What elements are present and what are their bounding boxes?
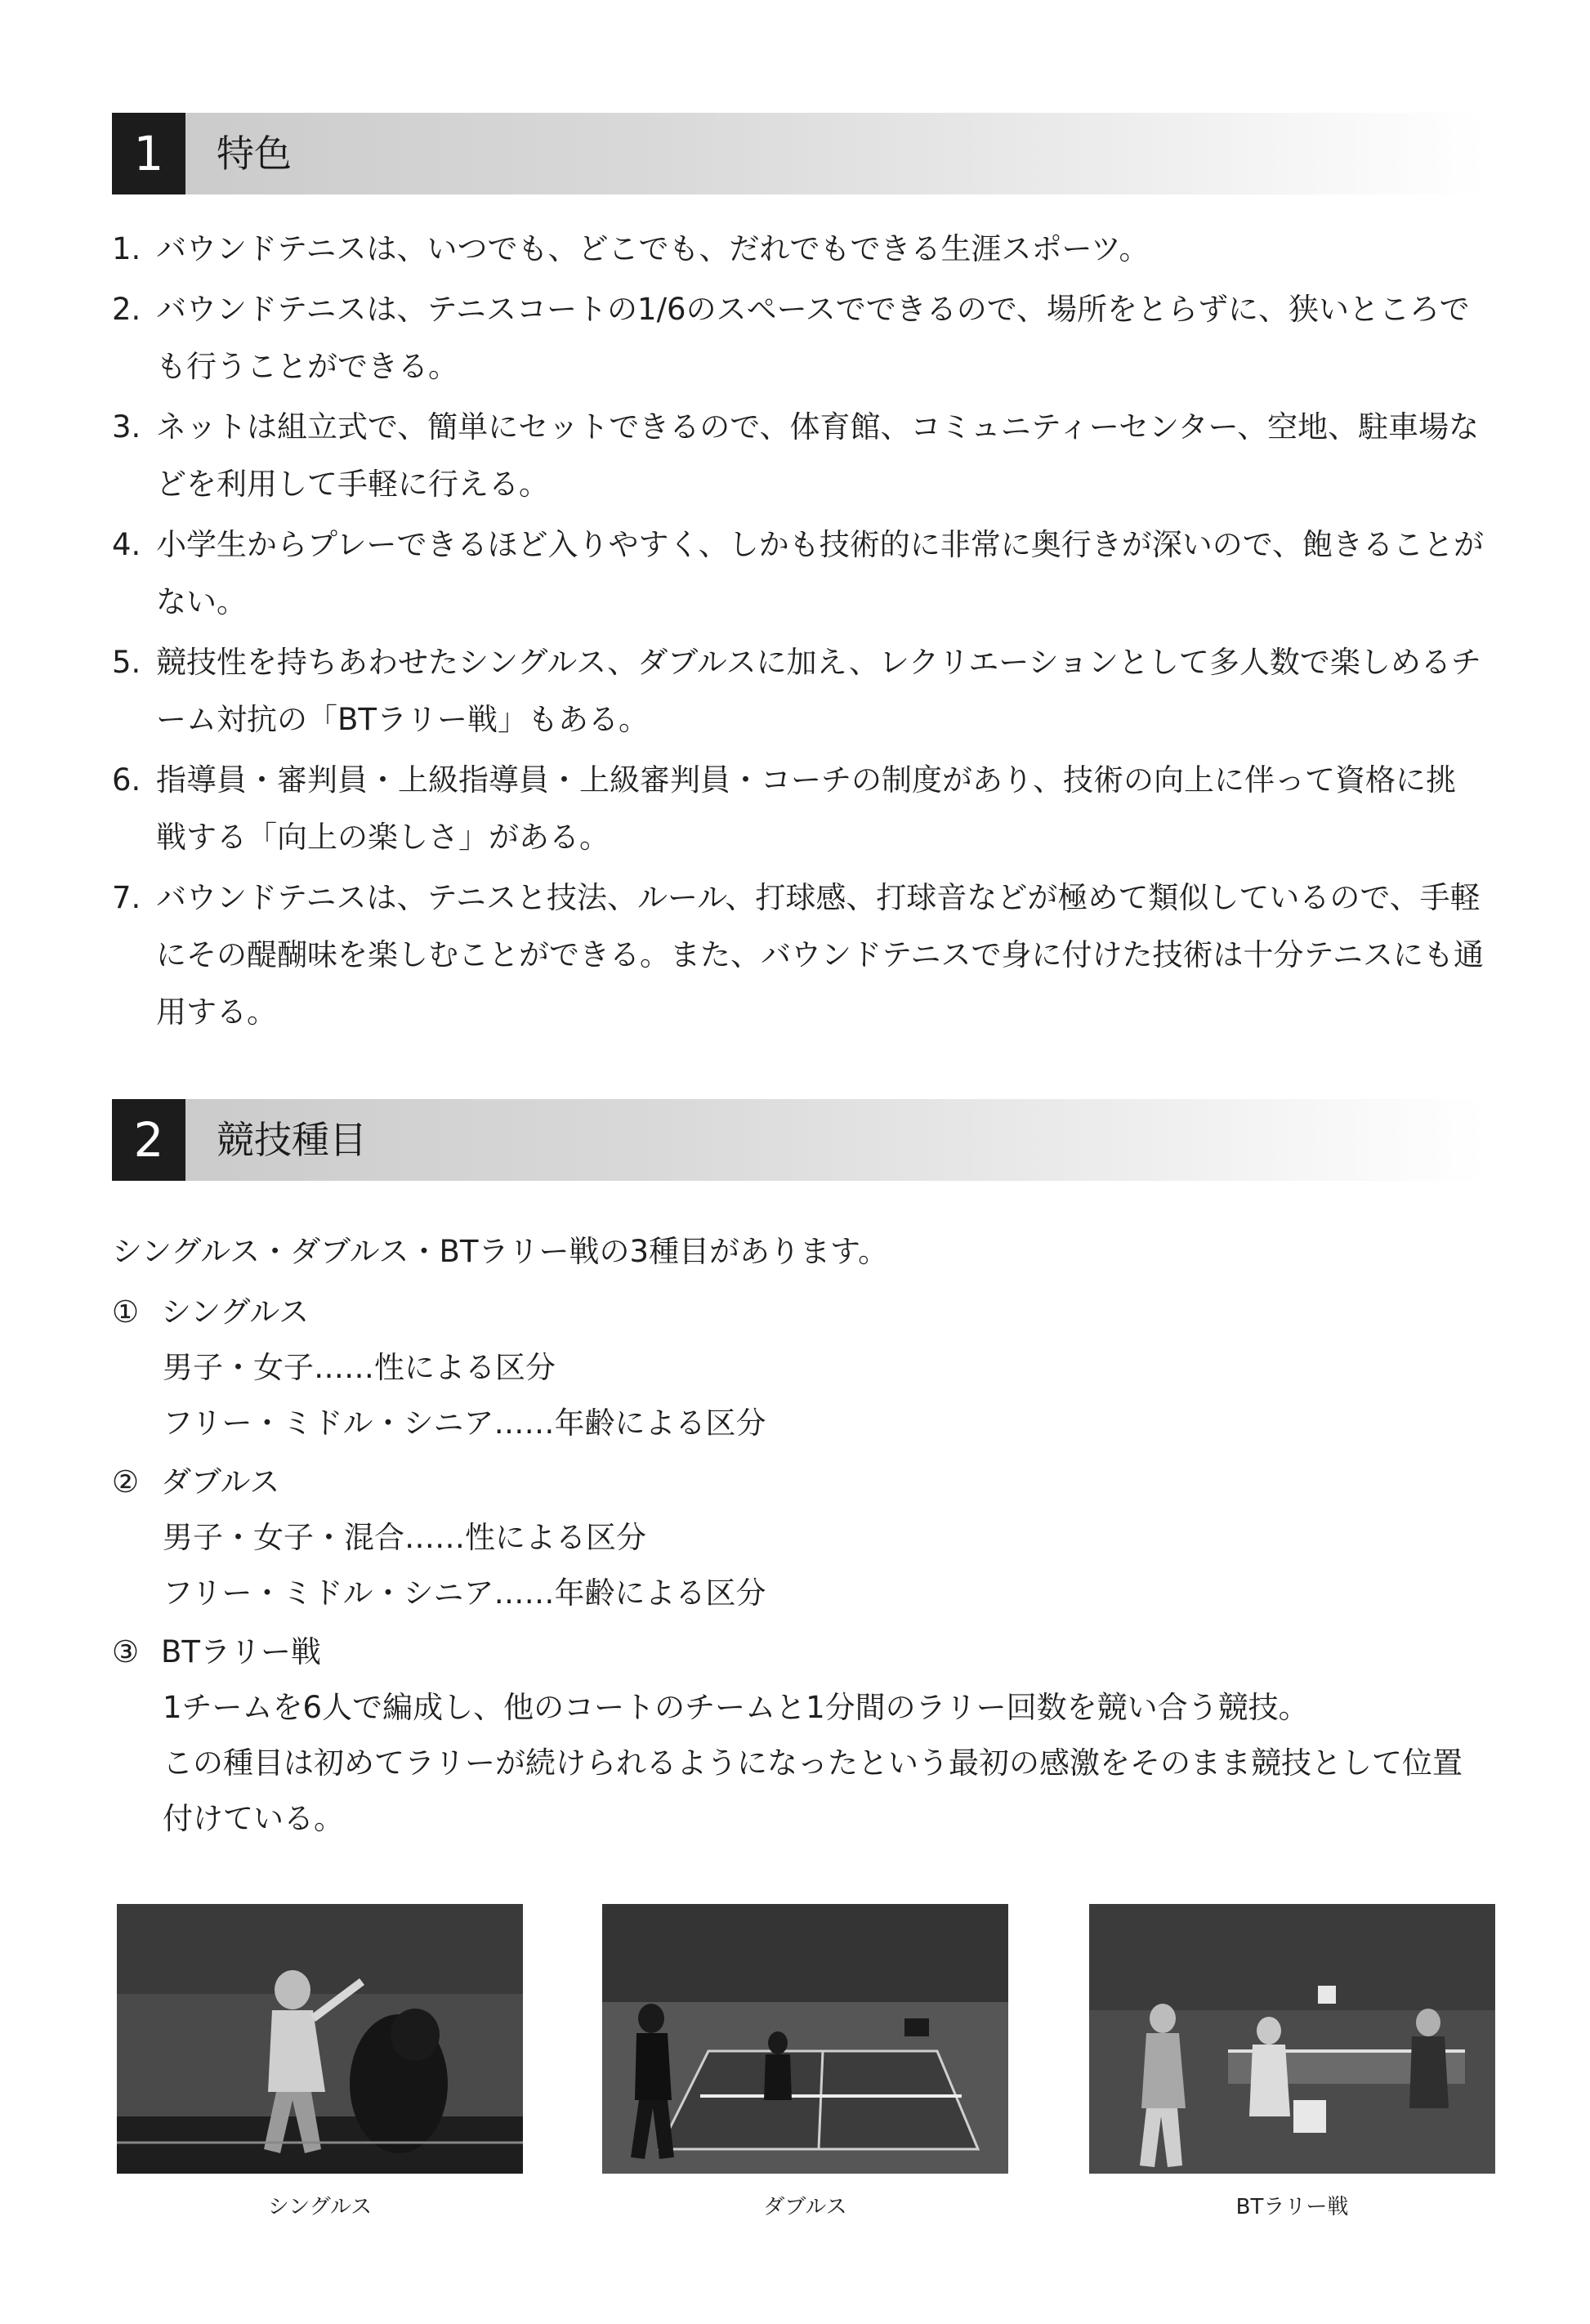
event-mark: ① — [112, 1294, 140, 1330]
photo-image — [1089, 1904, 1495, 2174]
item-number: 5. — [112, 645, 141, 680]
photo-doubles — [602, 1904, 1008, 2220]
rally-photo-illustration — [1089, 1904, 1495, 2174]
event-description — [112, 1340, 1485, 1451]
doubles-photo-illustration — [602, 1904, 1008, 2174]
photo-bt-rally — [1089, 1904, 1495, 2220]
list-item — [112, 752, 1485, 866]
event-line: フリー・ミドル・シニア……年齢による区分 — [163, 1406, 766, 1441]
event-name: BTラリー戦 — [161, 1634, 321, 1669]
event-line: 男子・女子・混合……性による区分 — [163, 1520, 646, 1555]
item-text: 競技性を持ちあわせたシングルス、ダブルスに加え、レクリエーションとして多人数で楽しめるチーム対抗の「BTラリー戦」もある。 — [156, 645, 1481, 737]
item-text: バウンドテニスは、いつでも、どこでも、だれでもできる生涯スポーツ。 — [156, 231, 1150, 266]
photo-image — [602, 1904, 1008, 2174]
event-description — [112, 1680, 1485, 1847]
event-mark: ② — [112, 1464, 140, 1499]
section-number: 1 — [112, 113, 185, 194]
section-title: 特色 — [217, 132, 292, 176]
item-text: バウンドテニスは、テニスコートの1/6のスペースでできるので、場所をとらずに、狭いところでも行うことができる。 — [156, 292, 1470, 384]
singles-photo-illustration — [117, 1904, 523, 2174]
item-number: 6. — [112, 762, 141, 798]
list-item — [112, 516, 1485, 631]
events-intro: シングルス・ダブルス・BTラリー戦の3種目があります。 — [112, 1234, 889, 1269]
item-number: 3. — [112, 409, 141, 445]
item-number: 4. — [112, 527, 141, 562]
section-header-events — [112, 1099, 1485, 1181]
event-singles — [112, 1285, 1485, 1451]
section-header-features — [112, 113, 1485, 194]
list-item — [112, 221, 1485, 278]
event-description — [112, 1510, 1485, 1621]
features-list — [112, 221, 1485, 1044]
photo-image — [117, 1904, 523, 2174]
event-line: 1チームを6人で編成し、他のコートのチームと1分間のラリー回数を競い合う競技。 — [163, 1690, 1309, 1725]
event-line: 男子・女子……性による区分 — [163, 1350, 556, 1385]
item-text: 小学生からプレーできるほど入りやすく、しかも技術的に非常に奥行きが深いので、飽きることがない。 — [156, 527, 1485, 619]
list-item — [112, 281, 1485, 396]
item-number: 1. — [112, 231, 141, 266]
section-title: 競技種目 — [217, 1118, 367, 1162]
event-name: ダブルス — [161, 1464, 280, 1499]
item-number: 2. — [112, 292, 141, 327]
photo-caption: シングルス — [267, 2195, 373, 2219]
events-body — [112, 1224, 1485, 1847]
item-text: バウンドテニスは、テニスと技法、ルール、打球感、打球音などが極めて類似しているので、手軽にその醍醐味を楽しむことができる。また、バウンドテニスで身に付けた技術は十分テニスにも通用する。 — [156, 880, 1485, 1030]
photo-singles — [117, 1904, 523, 2220]
event-label — [112, 1455, 1485, 1510]
list-item — [112, 399, 1485, 513]
event-label — [112, 1625, 1485, 1680]
photo-caption: ダブルス — [763, 2195, 847, 2219]
section-number: 2 — [112, 1099, 185, 1181]
event-doubles — [112, 1455, 1485, 1621]
event-mark: ③ — [112, 1634, 140, 1669]
list-item — [112, 634, 1485, 749]
event-bt-rally — [112, 1625, 1485, 1847]
event-line: フリー・ミドル・シニア……年齢による区分 — [163, 1575, 766, 1611]
item-number: 7. — [112, 880, 141, 915]
photo-caption: BTラリー戦 — [1235, 2195, 1349, 2219]
item-text: 指導員・審判員・上級指導員・上級審判員・コーチの制度があり、技術の向上に伴って資格に挑戦する「向上の楽しさ」がある。 — [156, 762, 1456, 855]
event-label — [112, 1285, 1485, 1340]
event-line: この種目は初めてラリーが続けられるようになったという最初の感激をそのまま競技として位置付けている。 — [163, 1745, 1463, 1836]
event-name: シングルス — [161, 1294, 310, 1330]
item-text: ネットは組立式で、簡単にセットできるので、体育館、コミュニティーセンター、空地、駐車場などを利用して手軽に行える。 — [156, 409, 1480, 502]
list-item — [112, 869, 1485, 1041]
